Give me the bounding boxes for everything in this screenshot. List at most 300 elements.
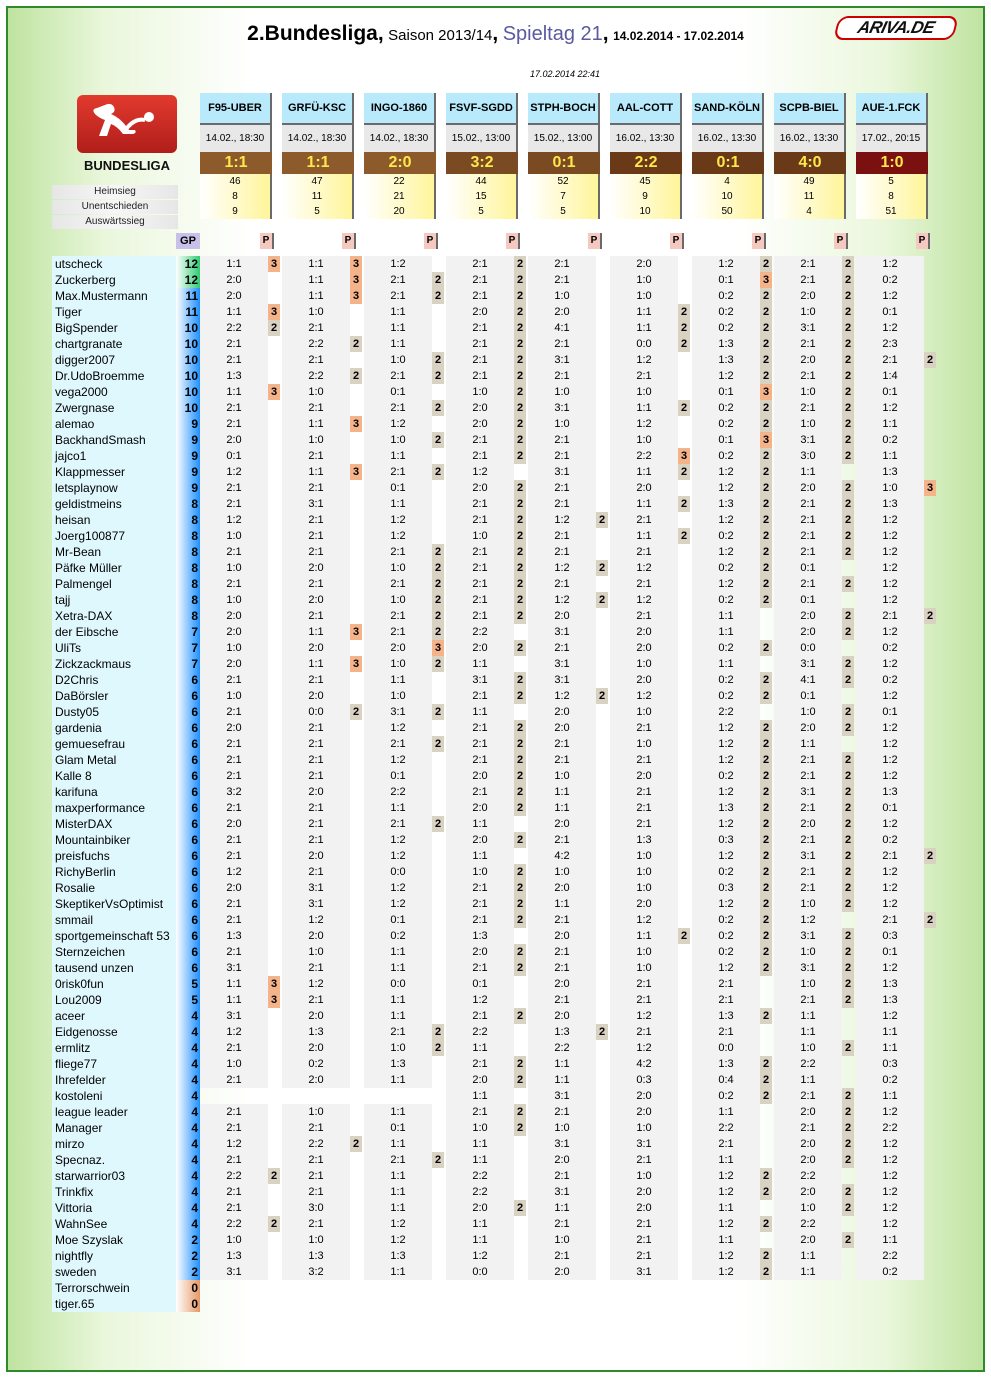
player-name[interactable]: Sternzeichen [52,944,176,960]
tip-points: 2 [760,416,772,432]
tip-points: 2 [432,560,444,576]
tip-cell: 1:0 [774,976,842,992]
tip-cell: 1:3 [692,352,760,368]
tip-cell: 0:1 [364,1120,432,1136]
table-row [52,352,940,368]
tip-cell: 1:0 [610,864,678,880]
tip-points: 3 [350,416,362,432]
tip-points: 2 [842,800,854,816]
heimsieg-count: 5 [856,174,928,189]
player-name[interactable]: Klappmesser [52,464,176,480]
tip-cell: 2:1 [446,960,514,976]
player-name[interactable]: Päfke Müller [52,560,176,576]
tip-cell: 3:1 [528,1184,596,1200]
table-row [52,1072,940,1088]
unentschieden-count: 8 [856,189,928,204]
table-row [52,1104,940,1120]
tip-cell: 3:1 [528,672,596,688]
tip-points: 2 [842,1120,854,1136]
player-name[interactable]: DaBörsler [52,688,176,704]
tip-cell: 2:0 [610,640,678,656]
player-name[interactable]: sportgemeinschaft 53 [52,928,176,944]
player-points: 10 [176,384,200,400]
tip-points: 2 [760,720,772,736]
tip-cell: 2:1 [200,800,268,816]
tip-cell: 2:2 [692,1120,760,1136]
player-name[interactable]: Terrorschwein [52,1280,176,1296]
tip-cell: 3:1 [528,624,596,640]
tip-points: 2 [842,1184,854,1200]
tip-cell: 1:0 [610,960,678,976]
player-name[interactable]: tausend unzen [52,960,176,976]
table-row [52,848,940,864]
player-name[interactable]: Kalle 8 [52,768,176,784]
player-points: 6 [176,896,200,912]
tip-cell: 3:1 [282,896,350,912]
player-name[interactable]: Zuckerberg [52,272,176,288]
match-result: 2:0 [364,152,436,174]
player-name[interactable]: tiger.65 [52,1296,176,1312]
tip-cell: 0:1 [364,768,432,784]
player-name[interactable]: Trinkfix [52,1184,176,1200]
tip-cell: 1:0 [856,480,924,496]
tip-cell: 1:2 [856,688,924,704]
table-row [52,432,940,448]
tip-cell: 1:2 [446,1248,514,1264]
heimsieg-count: 45 [610,174,682,189]
player-name[interactable]: 0risk0fun [52,976,176,992]
tip-cell: 1:2 [856,1168,924,1184]
tip-cell: 1:2 [692,576,760,592]
tip-cell: 2:1 [446,544,514,560]
tip-cell: 1:2 [692,256,760,272]
tip-cell: 1:2 [692,720,760,736]
player-points: 6 [176,848,200,864]
player-name[interactable]: ermlitz [52,1040,176,1056]
tip-cell: 1:2 [856,816,924,832]
tip-cell: 1:2 [856,576,924,592]
tip-points: 2 [432,288,444,304]
tip-cell: 1:2 [856,320,924,336]
tip-cell: 2:1 [446,432,514,448]
tip-cell: 1:0 [200,528,268,544]
table-row [52,592,940,608]
tip-cell: 1:3 [692,800,760,816]
tip-points: 2 [514,1072,526,1088]
tip-points: 2 [842,1104,854,1120]
tip-points: 2 [760,1184,772,1200]
player-name[interactable]: RichyBerlin [52,864,176,880]
tip-cell: 2:1 [364,464,432,480]
player-name[interactable]: Rosalie [52,880,176,896]
tip-cell: 1:1 [364,448,432,464]
tip-cell: 1:1 [446,1136,514,1152]
tip-cell: 2:0 [200,288,268,304]
player-name[interactable]: der Eibsche [52,624,176,640]
table-row [52,1216,940,1232]
player-points: 4 [176,1056,200,1072]
tip-cell: 0:0 [446,1264,514,1280]
tip-cell: 1:0 [446,864,514,880]
tip-cell: 0:3 [692,832,760,848]
tip-cell: 2:1 [446,512,514,528]
player-name[interactable]: Lou2009 [52,992,176,1008]
tip-cell: 2:1 [774,336,842,352]
player-name[interactable]: tajj [52,592,176,608]
tip-cell: 2:1 [446,288,514,304]
tip-cell: 4:1 [528,320,596,336]
player-name[interactable]: alemao [52,416,176,432]
player-name[interactable]: maxperformance [52,800,176,816]
tip-cell: 0:2 [692,640,760,656]
tip-cell: 2:0 [774,1152,842,1168]
player-name[interactable]: kostoleni [52,1088,176,1104]
player-name[interactable]: utscheck [52,256,176,272]
player-name[interactable]: vega2000 [52,384,176,400]
player-points: 9 [176,432,200,448]
tip-points: 2 [514,768,526,784]
tip-cell: 2:1 [774,864,842,880]
table-row [52,1168,940,1184]
tip-cell: 0:1 [446,976,514,992]
player-name[interactable]: Dusty05 [52,704,176,720]
tip-cell: 3:1 [774,320,842,336]
player-points: 0 [176,1296,200,1312]
tip-cell: 1:1 [364,800,432,816]
match-result: 4:0 [774,152,846,174]
tip-cell: 1:2 [610,592,678,608]
tip-cell: 1:1 [692,656,760,672]
table-row [52,576,940,592]
tip-cell: 1:2 [364,720,432,736]
tip-cell: 2:1 [610,1248,678,1264]
tip-cell: 2:1 [610,512,678,528]
player-name[interactable]: Tiger [52,304,176,320]
tip-cell: 1:2 [692,752,760,768]
tip-cell: 2:1 [774,1120,842,1136]
tip-cell: 2:1 [610,576,678,592]
player-name[interactable]: karifuna [52,784,176,800]
tip-cell: 1:0 [282,384,350,400]
tip-cell: 0:2 [692,448,760,464]
tip-cell: 2:1 [774,576,842,592]
tip-cell: 1:2 [692,368,760,384]
player-name[interactable]: gemuesefrau [52,736,176,752]
tip-points: 2 [514,720,526,736]
player-name[interactable]: SkeptikerVsOptimist [52,896,176,912]
tip-cell: 2:0 [528,608,596,624]
tip-cell: 1:0 [610,656,678,672]
player-name[interactable]: geldistmeins [52,496,176,512]
tip-points: 2 [514,528,526,544]
tip-points: 3 [760,384,772,400]
tip-cell: 2:1 [528,960,596,976]
page-title: 2.Bundesliga, Saison 2013/14, Spieltag 21, 14.02.2014 - 17.02.2014 [247,22,744,45]
tip-cell: 2:1 [282,1184,350,1200]
tip-cell: 1:2 [610,1008,678,1024]
tip-cell: 3:1 [364,704,432,720]
tip-cell: 2:1 [528,736,596,752]
player-name[interactable]: Dr.UdoBroemme [52,368,176,384]
player-points: 8 [176,544,200,560]
player-name[interactable]: D2Chris [52,672,176,688]
player-name[interactable]: UliTs [52,640,176,656]
kickoff-time: 16.02., 13:30 [774,125,846,152]
player-name[interactable]: MisterDAX [52,816,176,832]
tip-points: 2 [514,800,526,816]
tip-cell: 2:1 [364,608,432,624]
tip-cell: 1:3 [692,336,760,352]
player-name[interactable]: Zickzackmaus [52,656,176,672]
player-name[interactable]: Max.Mustermann [52,288,176,304]
tip-points: 2 [760,752,772,768]
tip-cell: 1:1 [856,416,924,432]
tip-cell: 1:2 [856,1008,924,1024]
player-name[interactable]: nightfly [52,1248,176,1264]
player-points: 10 [176,336,200,352]
tip-cell: 2:1 [200,1184,268,1200]
tip-points: 3 [350,656,362,672]
player-name[interactable]: WahnSee [52,1216,176,1232]
player-name[interactable]: Specnaz. [52,1152,176,1168]
tip-cell: 2:2 [282,368,350,384]
tip-points: 3 [350,272,362,288]
tip-cell: 1:1 [774,1264,842,1280]
player-points: 4 [176,1088,200,1104]
tip-cell: 2:1 [774,368,842,384]
tip-cell: 1:1 [692,1232,760,1248]
tip-cell: 0:2 [692,528,760,544]
tip-cell: 0:2 [692,1088,760,1104]
tip-points: 2 [842,336,854,352]
tip-points: 2 [842,1088,854,1104]
tip-points: 2 [842,976,854,992]
unentschieden-count: 7 [528,189,600,204]
tip-points: 2 [924,352,936,368]
tip-cell: 1:2 [364,256,432,272]
tip-cell: 1:1 [282,288,350,304]
player-name[interactable]: Palmengel [52,576,176,592]
ariva-logo[interactable] [833,16,959,40]
tip-points: 3 [432,640,444,656]
tip-cell: 2:1 [856,352,924,368]
table-row [52,880,940,896]
kickoff-time: 16.02., 13:30 [692,125,764,152]
player-name[interactable]: jajco1 [52,448,176,464]
table-row [52,784,940,800]
player-name[interactable]: Eidgenosse [52,1024,176,1040]
unentschieden-count: 10 [692,189,764,204]
tip-cell: 2:1 [364,624,432,640]
unentschieden-count: 9 [610,189,682,204]
tip-cell: 1:2 [692,1184,760,1200]
match-code: GRFÜ-KSC [282,93,354,125]
player-points: 10 [176,320,200,336]
tip-points: 2 [514,304,526,320]
player-name[interactable]: aceer [52,1008,176,1024]
player-points: 6 [176,832,200,848]
tip-cell: 1:2 [528,592,596,608]
tip-points: 3 [350,624,362,640]
tip-cell: 1:2 [364,528,432,544]
tip-points: 2 [268,1216,280,1232]
player-name[interactable]: BackhandSmash [52,432,176,448]
tip-cell: 3:1 [446,672,514,688]
match-result: 0:1 [692,152,764,174]
player-name[interactable]: smmail [52,912,176,928]
heimsieg-count: 46 [200,174,272,189]
tip-cell: 0:2 [856,672,924,688]
tip-cell: 2:0 [774,1104,842,1120]
tip-cell: 1:1 [774,464,842,480]
player-name[interactable]: Vittoria [52,1200,176,1216]
player-name[interactable]: Mountainbiker [52,832,176,848]
player-points: 6 [176,800,200,816]
tip-points: 2 [350,704,362,720]
tip-cell: 2:1 [282,448,350,464]
points-header: P [260,233,274,249]
tip-cell: 2:2 [774,1168,842,1184]
player-name[interactable]: sweden [52,1264,176,1280]
tip-cell: 2:0 [282,928,350,944]
match-column [692,93,774,253]
player-points: 12 [176,256,200,272]
tip-cell: 1:2 [364,512,432,528]
tip-cell: 1:2 [528,512,596,528]
tip-cell: 1:2 [528,560,596,576]
table-row [52,960,940,976]
tip-points: 3 [268,992,280,1008]
tip-cell: 1:0 [364,432,432,448]
tip-points: 2 [842,544,854,560]
player-name[interactable]: Manager [52,1120,176,1136]
tip-cell: 2:1 [446,576,514,592]
tip-cell: 1:2 [692,544,760,560]
tip-cell: 1:1 [692,1152,760,1168]
player-name[interactable]: Mr-Bean [52,544,176,560]
tip-cell: 2:1 [282,720,350,736]
table-row [52,992,940,1008]
points-header: P [506,233,520,249]
tip-cell: 3:1 [774,928,842,944]
auswaertssieg-count: 50 [692,204,764,219]
player-name[interactable]: preisfuchs [52,848,176,864]
tip-cell: 2:2 [282,336,350,352]
player-name[interactable]: Ihrefelder [52,1072,176,1088]
table-row [52,1008,940,1024]
tip-points: 2 [842,1232,854,1248]
tip-points: 2 [842,416,854,432]
table-row [52,1248,940,1264]
tip-cell: 1:2 [282,912,350,928]
tip-cell: 3:1 [200,1264,268,1280]
player-points: 4 [176,1216,200,1232]
tip-cell: 2:1 [774,992,842,1008]
tip-cell: 2:2 [200,320,268,336]
tip-cell: 1:2 [364,416,432,432]
tip-points: 2 [432,272,444,288]
tip-cell: 2:1 [774,752,842,768]
tip-points: 2 [760,960,772,976]
player-name[interactable]: Zwergnase [52,400,176,416]
date-range: 14.02.2014 - 17.02.2014 [613,29,744,43]
tip-points: 2 [842,272,854,288]
player-name[interactable]: chartgranate [52,336,176,352]
table-row [52,832,940,848]
heimsieg-count: 47 [282,174,354,189]
tip-cell: 1:1 [692,1104,760,1120]
player-name[interactable]: digger2007 [52,352,176,368]
tip-cell: 2:1 [200,896,268,912]
tip-cell: 2:1 [446,736,514,752]
tip-cell: 1:1 [528,784,596,800]
spieltag-label: Spieltag 21 [502,23,603,45]
tip-cell: 1:1 [364,672,432,688]
tip-cell: 1:0 [610,944,678,960]
tip-cell: 1:1 [856,448,924,464]
tip-cell: 1:2 [692,784,760,800]
player-name[interactable]: BigSpender [52,320,176,336]
tip-cell: 1:2 [610,416,678,432]
kickoff-time: 14.02., 18:30 [364,125,436,152]
player-name[interactable]: Joerg100877 [52,528,176,544]
table-row [52,1040,940,1056]
tip-cell: 1:2 [364,832,432,848]
tip-cell: 1:1 [200,304,268,320]
tip-cell: 2:0 [610,480,678,496]
tip-points: 2 [350,1136,362,1152]
tip-cell: 1:2 [856,256,924,272]
player-name[interactable]: Moe Szyslak [52,1232,176,1248]
player-name[interactable]: league leader [52,1104,176,1120]
tip-cell: 1:0 [774,384,842,400]
tip-cell: 3:0 [282,1200,350,1216]
player-name[interactable]: Glam Metal [52,752,176,768]
player-name[interactable]: mirzo [52,1136,176,1152]
player-points: 4 [176,1072,200,1088]
player-name[interactable]: gardenia [52,720,176,736]
tip-cell: 2:1 [610,800,678,816]
tip-table [52,256,940,1312]
tip-cell: 0:1 [364,384,432,400]
tip-cell: 2:2 [528,1040,596,1056]
player-points: 2 [176,1264,200,1280]
kickoff-time: 15.02., 13:00 [528,125,600,152]
tip-points: 2 [842,960,854,976]
tip-cell: 2:1 [446,1104,514,1120]
tip-cell: 2:1 [856,912,924,928]
tip-cell: 2:1 [282,832,350,848]
player-name[interactable]: letsplaynow [52,480,176,496]
player-name[interactable]: Xetra-DAX [52,608,176,624]
tip-cell: 0:3 [856,928,924,944]
player-points: 6 [176,784,200,800]
player-name[interactable]: starwarrior03 [52,1168,176,1184]
table-row [52,720,940,736]
table-row [52,384,940,400]
tip-cell: 1:1 [282,464,350,480]
tip-points: 2 [514,640,526,656]
player-name[interactable]: fliege77 [52,1056,176,1072]
tip-cell: 1:0 [282,1232,350,1248]
tip-cell: 1:2 [364,752,432,768]
tip-cell: 2:0 [200,880,268,896]
table-row [52,768,940,784]
tip-cell: 2:1 [528,1104,596,1120]
tip-points: 2 [514,880,526,896]
table-row [52,688,940,704]
player-name[interactable]: heisan [52,512,176,528]
